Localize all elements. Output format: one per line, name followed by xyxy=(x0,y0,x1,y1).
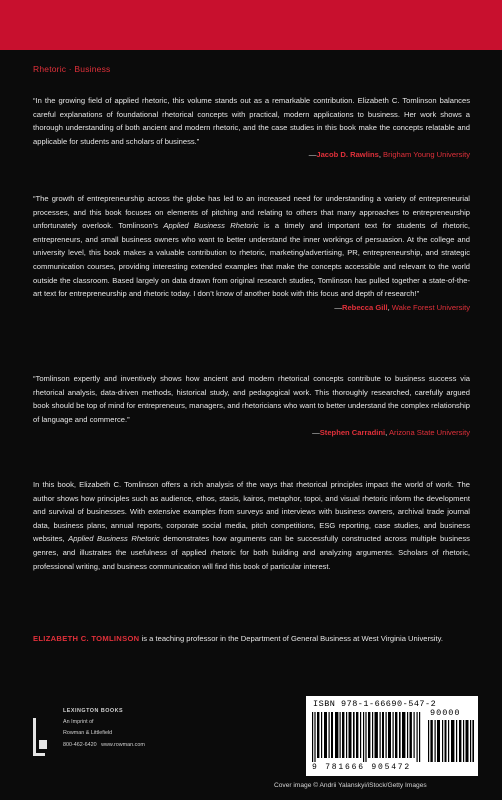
blurb-1 xyxy=(33,94,470,162)
publisher-logo-icon xyxy=(33,718,51,758)
blurb-2 xyxy=(33,192,470,314)
blurb-1-text: “In the growing field of applied rhetoric, this volume stands out as a remarkable contribution. Elizabeth C. Tomlinson balances careful explanations of foundational rhetorical concepts with practical, modern applications to business. Her work shows a thorough understanding of both ancient and modern rhetoric, and the case studies in this book make the concepts relatable and applicable for students and scholars of business.” xyxy=(33,96,470,146)
author-bio xyxy=(33,632,470,646)
blurb-3-name: Stephen Carradini xyxy=(319,428,386,438)
publisher-imprint-line2: Rowman & Littlefield xyxy=(63,730,113,737)
author-name: ELIZABETH C. TOMLINSON xyxy=(33,634,140,643)
publisher-imprint-line1: An Imprint of xyxy=(63,719,94,726)
cover-credit: Cover image © Andrii Yalanskyi/iStock/Getty Images xyxy=(274,782,427,789)
blurb-2-name: Rebecca Gill xyxy=(341,302,388,312)
publisher-info xyxy=(63,706,145,751)
price-barcode-icon xyxy=(428,720,474,762)
blurb-3 xyxy=(33,372,470,440)
blurb-2-book-title: Applied Business Rhetoric xyxy=(163,221,259,231)
blurb-2-text: “The growth of entrepreneurship across the globe has led to an increased need for understanding a variety of entrepreneurial processes, and this book focuses on elements of pitching and relating to others that many approaches to entrepreneurship unfortunately overlook. Tomlinson’s xyxy=(33,194,470,231)
top-color-band xyxy=(0,0,502,50)
publisher-phone xyxy=(63,740,145,751)
ean-barcode-icon xyxy=(312,712,422,762)
blurb-3-affiliation: Arizona State University xyxy=(388,428,470,438)
barcode-box xyxy=(306,696,478,776)
blurb-1-affiliation: Brigham Young University xyxy=(383,150,470,160)
author-bio-text: is a teaching professor in the Department of General Business at West Virginia University. xyxy=(139,634,443,643)
blurb-2-text-cont: is a timely and important text for students of rhetoric, entrepreneurs, and small business owners who want to better understand the inner workings of persuasion. At the college and university level, this book makes a valuable contribution to rhetoric, marketing/advertising, PR, entrepreneurship, and strategic communication courses, providing interesting extended examples that make the concepts accessible and relevant to the world outside the classroom. Based largely on data drawn from original research studies, Tomlinson has pulled together a state-of-the-art text for entrepreneurship and rhetoric today. I don’t know of another book with this focus and depth of research!” xyxy=(33,221,470,299)
description-book-title: Applied Business Rhetoric xyxy=(68,534,160,544)
publisher-name: LEXINGTON BOOKS xyxy=(63,708,124,714)
publisher-phone-number: 800-462-6420 xyxy=(63,741,97,748)
description-text-cont: demonstrates how arguments can be successfully constructed across multiple business genres, and illustrates the usefulness of applied rhetoric for both building and analyzing arguments. Scholars of rhetoric, professional writing, and business communication will find this book of particular interest. xyxy=(33,534,470,571)
blurb-2-affiliation: Wake Forest University xyxy=(391,302,470,312)
book-description xyxy=(33,478,470,573)
isbn-text: ISBN 978-1-66690-547-2 xyxy=(313,699,437,709)
blurb-2-attribution: —Rebecca Gill, Wake Forest University xyxy=(334,302,470,312)
publisher-url: www.rowman.com xyxy=(101,741,145,748)
price-code: 90000 xyxy=(430,708,461,718)
blurb-1-name: Jacob D. Rawlins xyxy=(316,150,379,160)
blurb-3-attribution: —Stephen Carradini, Arizona State University xyxy=(312,428,470,438)
ean-digits: 9 781666 905472 xyxy=(312,763,412,772)
blurb-3-text: “Tomlinson expertly and inventively shows how ancient and modern rhetorical concepts contribute to business success via rhetorical analysis, data-driven methods, historical study, and pedagogical work. This thoroughly researched, carefully argued book should be top of mind for entrepreneurs, managers, and rhetoricians who want to better understand the complex relationship of language and commerce.” xyxy=(33,374,470,424)
category-label: Rhetoric · Business xyxy=(33,64,111,74)
description-text: In this book, Elizabeth C. Tomlinson offers a rich analysis of the ways that rhetorical principles impact the world of work. The author shows how principles such as audience, ethos, stasis, kairos, metaphor, topoi, and visual rhetoric inform the development and survival of businesses. With extensive examples from surveys and interviews with business owners, archival trade journal data, business plans, annual reports, corporate social media, pitch competitions, ESG reporting, case studies, and business websites, xyxy=(33,480,470,544)
blurb-1-attribution: —Jacob D. Rawlins, Brigham Young University xyxy=(308,150,470,160)
